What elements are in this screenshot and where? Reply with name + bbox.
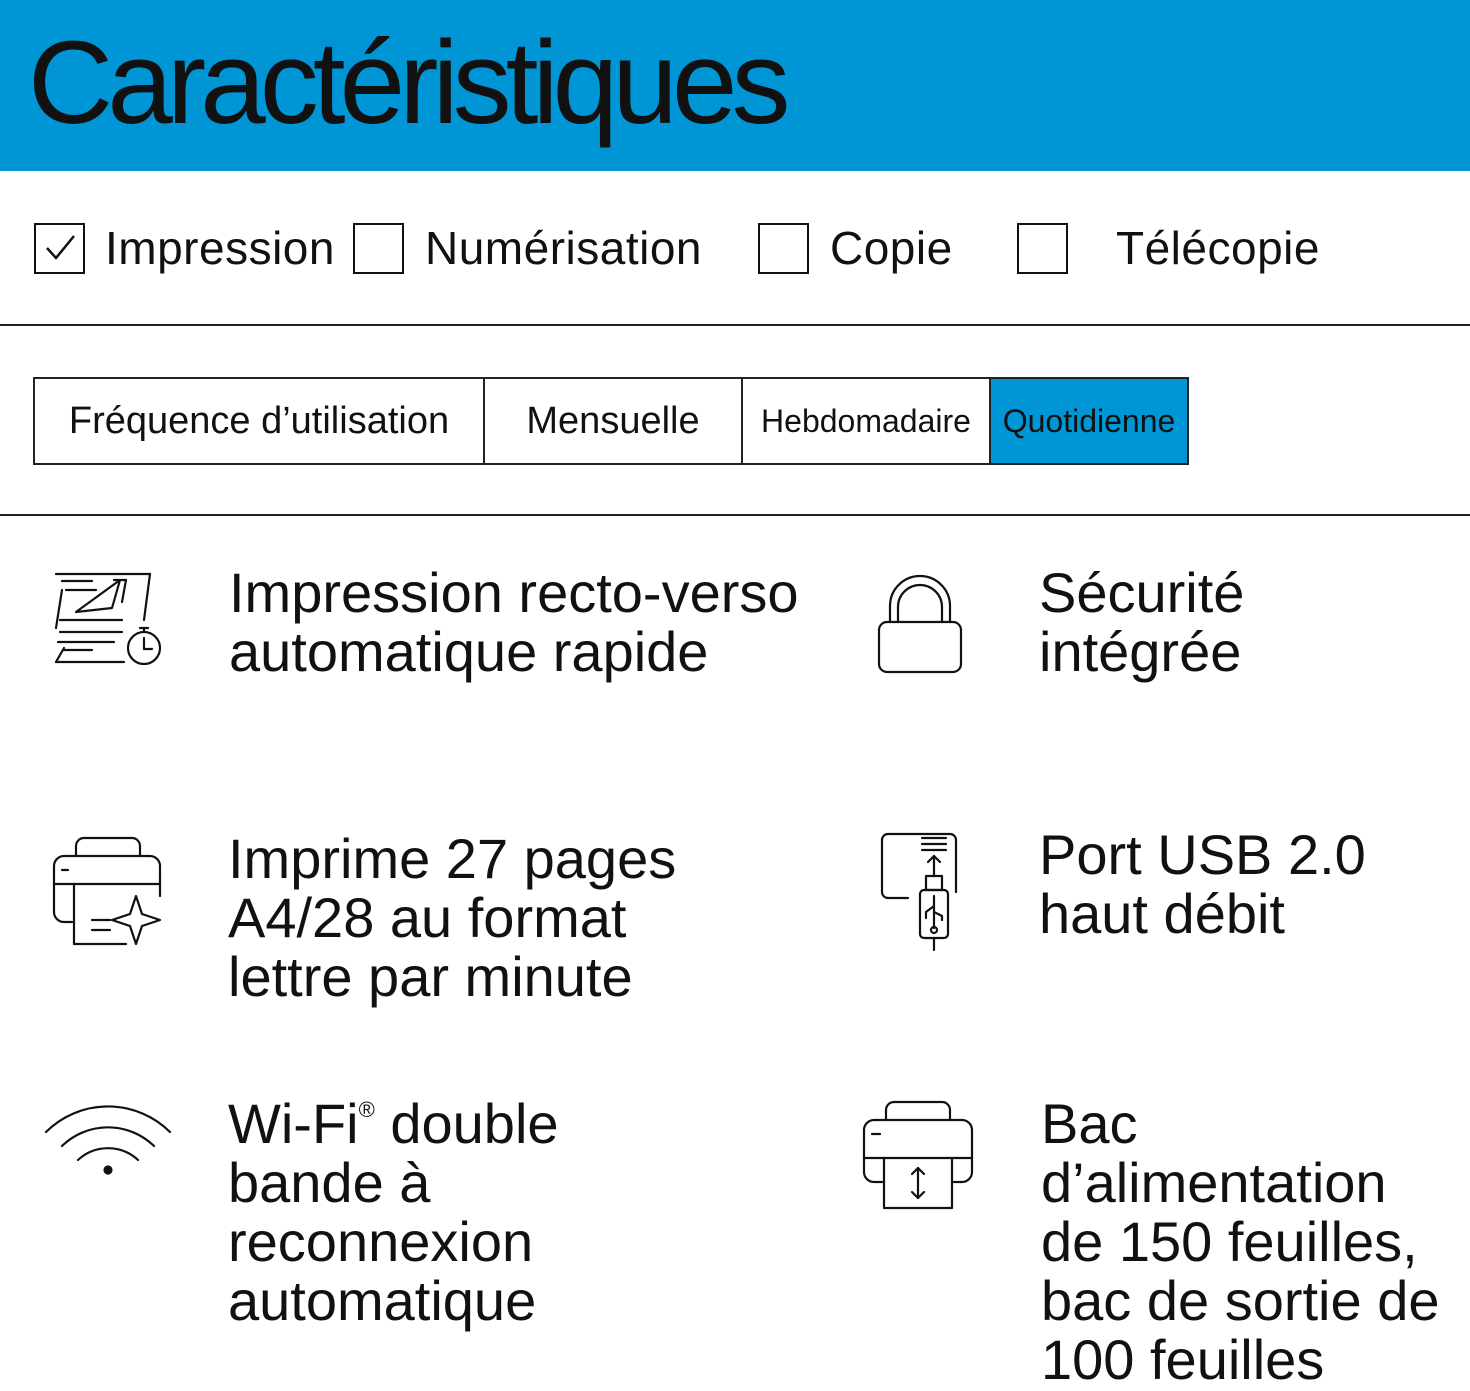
- function-label-copie: Copie: [830, 222, 953, 274]
- feature-duplex-line: automatique rapide: [229, 620, 709, 683]
- printer-speed-icon: [52, 836, 168, 950]
- checkbox-impression: [34, 223, 85, 274]
- feature-wifi-line: reconnexion: [228, 1210, 534, 1273]
- feature-print-speed-line: A4/28 au format: [228, 886, 627, 949]
- usage-frequency-table: [33, 377, 1189, 465]
- feature-paper-tray-line: 100 feuilles: [1041, 1328, 1325, 1391]
- feature-paper-tray: [1041, 1094, 1439, 1389]
- usage-frequency-label: Fréquence d’utilisation: [68, 399, 450, 442]
- feature-paper-tray-line: bac de sortie de: [1041, 1269, 1440, 1332]
- feature-wifi-suffix: double: [374, 1092, 559, 1155]
- feature-print-speed-line: Imprime 27 pages: [228, 827, 677, 890]
- page-title: Caractéristiques: [28, 17, 785, 149]
- feature-print-speed-line: lettre par minute: [228, 945, 633, 1008]
- header-banner: [0, 0, 1470, 171]
- usb-port-icon: [880, 832, 960, 954]
- feature-usb-line: haut débit: [1039, 882, 1285, 945]
- feature-duplex-line: Impression recto-verso: [229, 561, 799, 624]
- feature-wifi: [228, 1094, 559, 1330]
- checkbox-copie: [758, 223, 809, 274]
- divider: [0, 324, 1470, 326]
- feature-wifi-line: bande à: [228, 1151, 431, 1214]
- feature-wifi-name: Wi-Fi: [228, 1092, 359, 1155]
- printer-tray-icon: [862, 1100, 976, 1214]
- checkmark-icon: [40, 228, 80, 268]
- feature-security-line: Sécurité: [1039, 561, 1245, 624]
- divider: [0, 514, 1470, 516]
- function-label-telecopie: Télécopie: [1116, 222, 1320, 274]
- feature-wifi-line: [228, 1094, 559, 1153]
- feature-paper-tray-line: d’alimentation: [1041, 1151, 1387, 1214]
- function-numerisation: [353, 220, 702, 276]
- duplex-print-icon: [52, 568, 168, 668]
- feature-usb-line: Port USB 2.0: [1039, 823, 1366, 886]
- feature-security-line: intégrée: [1039, 620, 1242, 683]
- lock-icon: [876, 570, 964, 674]
- registered-trademark: ®: [358, 1097, 375, 1122]
- function-telecopie: [1017, 220, 1320, 276]
- frequency-option-quotidienne-selected: Quotidienne: [989, 379, 1187, 463]
- function-label-numerisation: Numérisation: [425, 222, 702, 274]
- function-label-impression: Impression: [105, 222, 335, 274]
- feature-wifi-line: automatique: [228, 1269, 537, 1332]
- wifi-icon: [42, 1098, 174, 1180]
- feature-paper-tray-line: de 150 feuilles,: [1041, 1210, 1418, 1273]
- checkbox-numerisation: [353, 223, 404, 274]
- frequency-option-mensuelle: Mensuelle: [483, 379, 741, 463]
- function-impression: [34, 220, 335, 276]
- feature-print-speed: [228, 829, 676, 1006]
- frequency-option-hebdomadaire: Hebdomadaire: [741, 379, 989, 463]
- feature-duplex: [229, 563, 799, 681]
- function-copie: [758, 220, 953, 276]
- feature-usb: [1039, 825, 1366, 943]
- feature-paper-tray-line: Bac: [1041, 1092, 1138, 1155]
- feature-security: [1039, 563, 1244, 681]
- checkbox-telecopie: [1017, 223, 1068, 274]
